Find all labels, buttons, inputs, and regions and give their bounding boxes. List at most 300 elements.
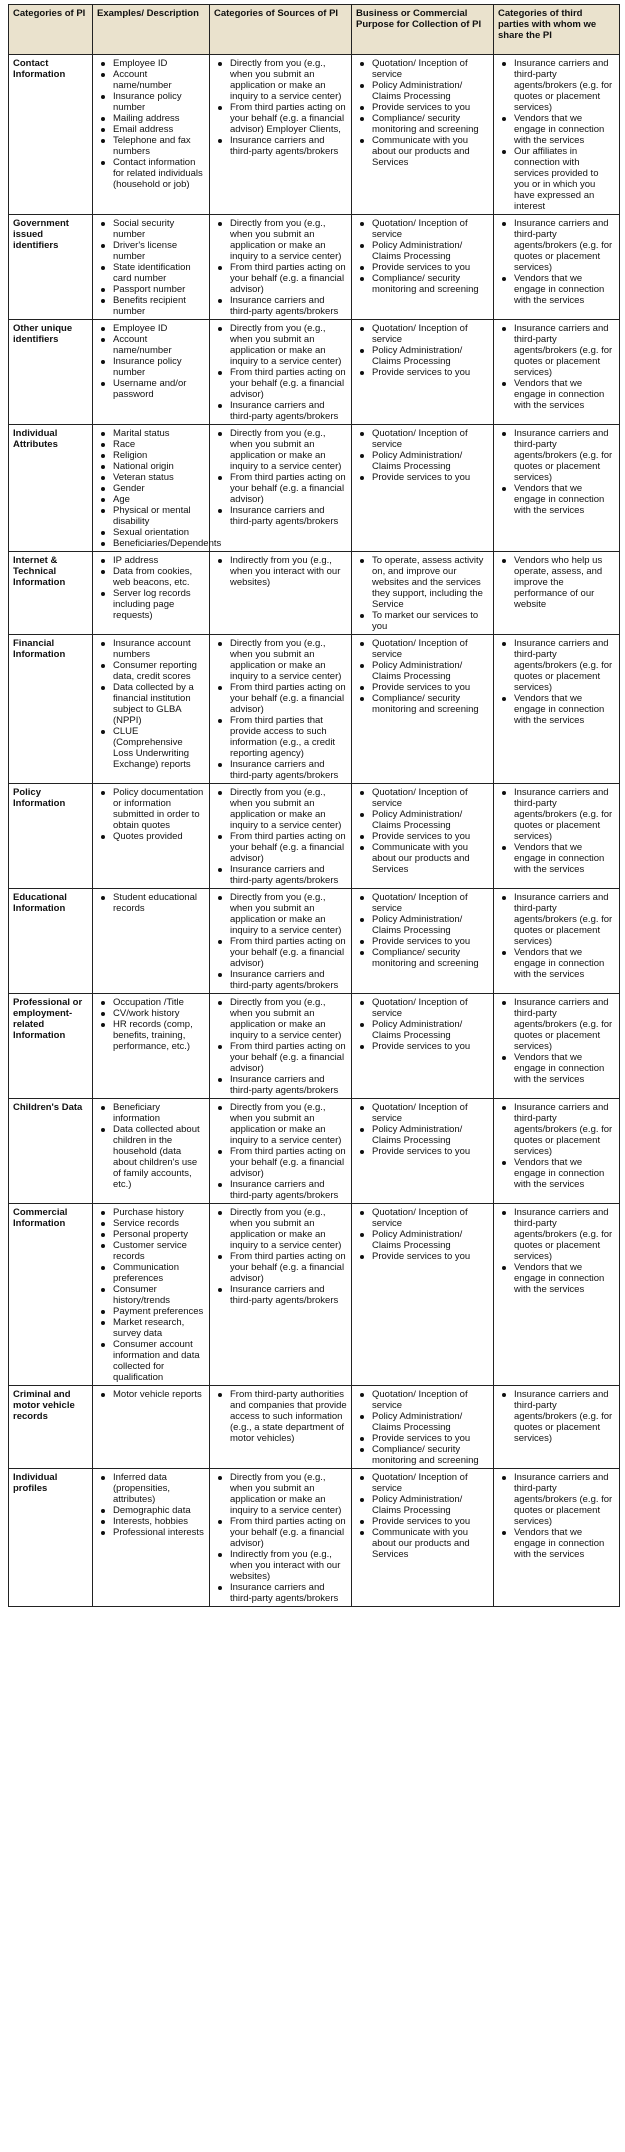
source-item: From third parties acting on your behalf (e.g. a financial advisor) bbox=[230, 262, 346, 295]
bullet-list bbox=[356, 1472, 489, 1560]
source-item: From third parties that provide access to such information (e.g., a credit reporting agency) bbox=[230, 715, 347, 759]
third-parties-cell bbox=[494, 425, 620, 552]
table-row bbox=[9, 635, 620, 784]
purpose-item: Communicate with you about our products and Services bbox=[372, 135, 489, 168]
purpose-item: Quotation/ Inception of service bbox=[372, 787, 489, 809]
example-item: Account name/number bbox=[113, 69, 205, 91]
source-item: Directly from you (e.g., when you submit an application or make an inquiry to a service center) bbox=[230, 58, 347, 102]
example-item: Market research, survey data bbox=[113, 1317, 205, 1339]
third-party-item: Insurance carriers and third-party agents/brokers (e.g. for quotes or placement services) bbox=[514, 1102, 615, 1157]
purpose-item: Communicate with you about our products and Services bbox=[372, 842, 489, 875]
example-item: Server log records including page requests) bbox=[113, 588, 205, 621]
sources-cell bbox=[210, 1099, 352, 1204]
example-item: Gender bbox=[113, 483, 205, 494]
example-item: Demographic data bbox=[113, 1505, 205, 1516]
source-item: Directly from you (e.g., when you submit an application or make an inquiry to a service center) bbox=[230, 1207, 347, 1251]
example-item: Payment preferences bbox=[113, 1306, 204, 1317]
bullet-list bbox=[356, 428, 489, 483]
example-item: Student educational records bbox=[113, 892, 205, 914]
purpose-item: Policy Administration/ Claims Processing bbox=[372, 1411, 489, 1433]
example-item: Veteran status bbox=[113, 472, 205, 483]
third-party-item: Insurance carriers and third-party agents/brokers (e.g. for quotes or placement services) bbox=[514, 1389, 615, 1444]
bullet-list bbox=[97, 58, 205, 190]
source-item: Directly from you (e.g., when you submit an application or make an inquiry to a service center) bbox=[230, 638, 347, 682]
purpose-item: Policy Administration/ Claims Processing bbox=[372, 1019, 489, 1041]
example-item: CV/work history bbox=[113, 1008, 205, 1019]
examples-cell bbox=[93, 635, 210, 784]
source-item: Directly from you (e.g., when you submit an application or make an inquiry to a service center) bbox=[230, 997, 347, 1041]
purpose-item: Provide services to you bbox=[372, 831, 489, 842]
third-party-item: Insurance carriers and third-party agents/brokers (e.g. for quotes or placement services) bbox=[514, 892, 615, 947]
third-party-item: Insurance carriers and third-party agents/brokers (e.g. for quotes or placement services) bbox=[514, 997, 615, 1052]
purposes-cell bbox=[352, 784, 494, 889]
purpose-item: Compliance/ security monitoring and screening bbox=[372, 1444, 489, 1466]
third-party-item: Insurance carriers and third-party agents/brokers (e.g. for quotes or placement services) bbox=[514, 323, 615, 378]
bullet-list bbox=[97, 555, 205, 621]
category-cell: Contact Information bbox=[9, 55, 93, 215]
purpose-item: Provide services to you bbox=[372, 936, 489, 947]
purpose-item: Compliance/ security monitoring and screening bbox=[372, 113, 489, 135]
bullet-list bbox=[356, 892, 489, 969]
source-item: Insurance carriers and third-party agents/brokers bbox=[230, 1582, 347, 1604]
purpose-item: Quotation/ Inception of service bbox=[372, 218, 489, 240]
bullet-list bbox=[214, 1389, 347, 1444]
example-item: HR records (comp, benefits, training, performance, etc.) bbox=[113, 1019, 205, 1052]
table-row bbox=[9, 55, 620, 215]
bullet-list bbox=[97, 638, 205, 770]
purposes-cell bbox=[352, 425, 494, 552]
purpose-item: Provide services to you bbox=[372, 1516, 489, 1527]
third-party-item: Vendors that we engage in connection with the services bbox=[514, 947, 615, 980]
purpose-item: Provide services to you bbox=[372, 102, 489, 113]
bullet-list bbox=[356, 638, 489, 715]
purpose-item: Provide services to you bbox=[372, 1146, 489, 1157]
pi-disclosure-table bbox=[8, 4, 620, 1607]
table-row bbox=[9, 889, 620, 994]
third-party-item: Insurance carriers and third-party agents/brokers (e.g. for quotes or placement services) bbox=[514, 428, 615, 483]
category-cell: Policy Information bbox=[9, 784, 93, 889]
table-header bbox=[9, 5, 620, 55]
third-party-item: Insurance carriers and third-party agents/brokers (e.g. for quotes or placement services) bbox=[514, 1207, 615, 1262]
bullet-list bbox=[356, 1207, 489, 1262]
examples-cell bbox=[93, 425, 222, 552]
example-item: Consumer history/trends bbox=[113, 1284, 205, 1306]
source-item: Indirectly from you (e.g., when you interact with our websites) bbox=[230, 1549, 347, 1582]
third-parties-cell bbox=[494, 1099, 620, 1204]
purpose-item: To operate, assess activity on, and improve our websites and the services they support, including the Service bbox=[372, 555, 489, 610]
purpose-item: Quotation/ Inception of service bbox=[372, 1102, 489, 1124]
source-item: Insurance carriers and third-party agents/brokers bbox=[230, 969, 347, 991]
sources-cell bbox=[210, 889, 352, 994]
bullet-list bbox=[214, 1472, 347, 1604]
bullet-list bbox=[97, 997, 205, 1052]
bullet-list bbox=[498, 892, 615, 980]
examples-cell bbox=[93, 1469, 210, 1607]
example-item: Social security number bbox=[113, 218, 205, 240]
third-party-item: Insurance carriers and third-party agents/brokers (e.g. for quotes or placement services) bbox=[514, 218, 615, 273]
bullet-list bbox=[214, 638, 347, 781]
third-party-item: Vendors that we engage in connection with the services bbox=[514, 1157, 615, 1190]
source-item: From third parties acting on your behalf (e.g. a financial advisor) bbox=[230, 472, 346, 505]
source-item: Insurance carriers and third-party agents/brokers bbox=[230, 135, 347, 157]
third-parties-cell bbox=[494, 1204, 620, 1386]
bullet-list bbox=[498, 1207, 615, 1295]
table-row bbox=[9, 215, 620, 320]
purpose-item: Quotation/ Inception of service bbox=[372, 1472, 489, 1494]
source-item: From third parties acting on your behalf (e.g. a financial advisor) bbox=[230, 1041, 346, 1074]
example-item: Employee ID bbox=[113, 323, 205, 334]
bullet-list bbox=[97, 1207, 205, 1383]
purposes-cell bbox=[352, 1204, 494, 1386]
bullet-list bbox=[498, 218, 615, 306]
example-item: Purchase history bbox=[113, 1207, 205, 1218]
table-row bbox=[9, 1204, 620, 1386]
purpose-item: Policy Administration/ Claims Processing bbox=[372, 240, 489, 262]
bullet-list bbox=[214, 1102, 347, 1201]
example-item: Driver's license number bbox=[113, 240, 205, 262]
header-purpose: Business or Commercial Purpose for Collection of PI bbox=[352, 5, 494, 55]
source-item: From third parties acting on your behalf (e.g. a financial advisor) bbox=[230, 936, 346, 969]
bullet-list bbox=[498, 997, 615, 1085]
source-item: Insurance carriers and third-party agents/brokers bbox=[230, 1074, 347, 1096]
purposes-cell bbox=[352, 55, 494, 215]
purposes-cell bbox=[352, 1469, 494, 1607]
source-item: Directly from you (e.g., when you submit an application or make an inquiry to a service center) bbox=[230, 1472, 347, 1516]
bullet-list bbox=[356, 1102, 489, 1157]
purpose-item: Communicate with you about our products and Services bbox=[372, 1527, 489, 1560]
header-examples: Examples/ Description bbox=[93, 5, 210, 55]
bullet-list bbox=[498, 787, 615, 875]
purpose-item: Policy Administration/ Claims Processing bbox=[372, 1494, 489, 1516]
purpose-item: Quotation/ Inception of service bbox=[372, 58, 489, 80]
purpose-item: Quotation/ Inception of service bbox=[372, 428, 489, 450]
example-item: Consumer account information and data collected for qualification bbox=[113, 1339, 205, 1383]
table-body bbox=[9, 55, 620, 1607]
purpose-item: Policy Administration/ Claims Processing bbox=[372, 345, 489, 367]
header-row bbox=[9, 5, 620, 55]
source-item: From third parties acting on your behalf (e.g. a financial advisor) bbox=[230, 831, 346, 864]
example-item: Email address bbox=[113, 124, 205, 135]
example-item: Professional interests bbox=[113, 1527, 204, 1538]
third-party-item: Vendors that we engage in connection with the services bbox=[514, 1527, 615, 1560]
third-parties-cell bbox=[494, 55, 620, 215]
sources-cell bbox=[210, 320, 352, 425]
purpose-item: Quotation/ Inception of service bbox=[372, 1207, 489, 1229]
source-item: Insurance carriers and third-party agents/brokers bbox=[230, 400, 347, 422]
purpose-item: Policy Administration/ Claims Processing bbox=[372, 914, 489, 936]
example-item: Telephone and fax numbers bbox=[113, 135, 205, 157]
category-cell: Government issued identifiers bbox=[9, 215, 93, 320]
category-cell: Professional or employment-related Information bbox=[9, 994, 93, 1099]
third-parties-cell bbox=[494, 552, 620, 635]
source-item: Insurance carriers and third-party agents/brokers bbox=[230, 1179, 347, 1201]
purposes-cell bbox=[352, 320, 494, 425]
third-party-item: Vendors that we engage in connection with the services bbox=[514, 842, 615, 875]
example-item: National origin bbox=[113, 461, 205, 472]
bullet-list bbox=[214, 58, 347, 157]
example-item: Religion bbox=[113, 450, 205, 461]
example-item: Communication preferences bbox=[113, 1262, 205, 1284]
example-item: Data collected by a financial institution subject to GLBA (NPPI) bbox=[113, 682, 205, 726]
source-item: From third parties acting on your behalf (e.g. a financial advisor) bbox=[230, 682, 346, 715]
third-party-item: Insurance carriers and third-party agents/brokers (e.g. for quotes or placement services) bbox=[514, 58, 615, 113]
purpose-item: Quotation/ Inception of service bbox=[372, 997, 489, 1019]
bullet-list bbox=[214, 555, 347, 588]
bullet-list bbox=[498, 428, 615, 516]
bullet-list bbox=[356, 1389, 489, 1466]
example-item: Data collected about children in the household (data about children's use of family accounts, etc.) bbox=[113, 1124, 205, 1190]
example-item: Motor vehicle reports bbox=[113, 1389, 205, 1400]
source-item: From third parties acting on your behalf (e.g. a financial advisor) Employer Clients, bbox=[230, 102, 346, 135]
example-item: Passport number bbox=[113, 284, 205, 295]
example-item: Personal property bbox=[113, 1229, 205, 1240]
sources-cell bbox=[210, 1469, 352, 1607]
bullet-list bbox=[356, 218, 489, 295]
source-item: Directly from you (e.g., when you submit an application or make an inquiry to a service center) bbox=[230, 892, 347, 936]
bullet-list bbox=[356, 323, 489, 378]
sources-cell bbox=[210, 994, 352, 1099]
purpose-item: Quotation/ Inception of service bbox=[372, 323, 489, 345]
example-item: Beneficiaries/Dependents bbox=[113, 538, 222, 549]
category-cell: Other unique identifiers bbox=[9, 320, 93, 425]
purposes-cell bbox=[352, 994, 494, 1099]
third-parties-cell bbox=[494, 1469, 620, 1607]
example-item: Consumer reporting data, credit scores bbox=[113, 660, 205, 682]
purposes-cell bbox=[352, 215, 494, 320]
source-item: From third parties acting on your behalf (e.g. a financial advisor) bbox=[230, 1251, 346, 1284]
example-item: Physical or mental disability bbox=[113, 505, 205, 527]
source-item: Directly from you (e.g., when you submit an application or make an inquiry to a service center) bbox=[230, 787, 347, 831]
purpose-item: To market our services to you bbox=[372, 610, 489, 632]
purpose-item: Provide services to you bbox=[372, 472, 489, 483]
category-cell: Educational Information bbox=[9, 889, 93, 994]
table-row bbox=[9, 1099, 620, 1204]
bullet-list bbox=[97, 218, 205, 317]
purpose-item: Provide services to you bbox=[372, 1041, 489, 1052]
table-row bbox=[9, 784, 620, 889]
purpose-item: Policy Administration/ Claims Processing bbox=[372, 80, 489, 102]
header-third-parties: Categories of third parties with whom we share the PI bbox=[494, 5, 620, 55]
sources-cell bbox=[210, 425, 352, 552]
third-party-item: Insurance carriers and third-party agents/brokers (e.g. for quotes or placement services) bbox=[514, 1472, 615, 1527]
example-item: CLUE (Comprehensive Loss Underwriting Exchange) reports bbox=[113, 726, 205, 770]
source-item: From third-party authorities and companies that provide access to such information (e.g., a state department of motor vehicles) bbox=[230, 1389, 347, 1444]
category-cell: Children's Data bbox=[9, 1099, 93, 1204]
bullet-list bbox=[498, 1389, 615, 1444]
examples-cell bbox=[93, 320, 210, 425]
third-party-item: Vendors that we engage in connection with the services bbox=[514, 273, 615, 306]
purposes-cell bbox=[352, 635, 494, 784]
purpose-item: Policy Administration/ Claims Processing bbox=[372, 1124, 489, 1146]
sources-cell bbox=[210, 1204, 352, 1386]
example-item: Data from cookies, web beacons, etc. bbox=[113, 566, 205, 588]
table-row bbox=[9, 552, 620, 635]
purpose-item: Quotation/ Inception of service bbox=[372, 1389, 489, 1411]
example-item: Mailing address bbox=[113, 113, 205, 124]
source-item: From third parties acting on your behalf (e.g. a financial advisor) bbox=[230, 1146, 346, 1179]
third-party-item: Vendors that we engage in connection with the services bbox=[514, 693, 615, 726]
purpose-item: Provide services to you bbox=[372, 1433, 489, 1444]
purpose-item: Provide services to you bbox=[372, 262, 489, 273]
bullet-list bbox=[97, 1102, 205, 1190]
bullet-list bbox=[356, 555, 489, 632]
purpose-item: Provide services to you bbox=[372, 682, 489, 693]
sources-cell bbox=[210, 55, 352, 215]
third-party-item: Vendors who help us operate, assess, and improve the performance of our website bbox=[514, 555, 615, 610]
third-party-item: Vendors that we engage in connection with the services bbox=[514, 1052, 615, 1085]
sources-cell bbox=[210, 784, 352, 889]
example-item: Insurance policy number bbox=[113, 91, 205, 113]
bullet-list bbox=[97, 323, 205, 400]
table-row bbox=[9, 1469, 620, 1607]
third-party-item: Vendors that we engage in connection with the services bbox=[514, 483, 615, 516]
third-party-item: Insurance carriers and third-party agents/brokers (e.g. for quotes or placement services) bbox=[514, 638, 615, 693]
source-item: Insurance carriers and third-party agents/brokers bbox=[230, 864, 347, 886]
third-parties-cell bbox=[494, 889, 620, 994]
example-item: IP address bbox=[113, 555, 205, 566]
bullet-list bbox=[97, 428, 222, 549]
example-item: Account name/number bbox=[113, 334, 205, 356]
example-item: Beneficiary information bbox=[113, 1102, 205, 1124]
purposes-cell bbox=[352, 1099, 494, 1204]
purpose-item: Policy Administration/ Claims Processing bbox=[372, 450, 489, 472]
example-item: Occupation /Title bbox=[113, 997, 205, 1008]
bullet-list bbox=[214, 218, 347, 317]
sources-cell bbox=[210, 215, 352, 320]
examples-cell bbox=[93, 1386, 210, 1469]
bullet-list bbox=[498, 58, 615, 212]
bullet-list bbox=[97, 1389, 205, 1400]
bullet-list bbox=[214, 892, 347, 991]
examples-cell bbox=[93, 215, 210, 320]
table-row bbox=[9, 425, 620, 552]
purposes-cell bbox=[352, 889, 494, 994]
sources-cell bbox=[210, 1386, 352, 1469]
example-item: Race bbox=[113, 439, 205, 450]
bullet-list bbox=[498, 323, 615, 411]
examples-cell bbox=[93, 784, 210, 889]
purpose-item: Compliance/ security monitoring and screening bbox=[372, 273, 489, 295]
purposes-cell bbox=[352, 1386, 494, 1469]
bullet-list bbox=[97, 892, 205, 914]
example-item: Policy documentation or information submitted in order to obtain quotes bbox=[113, 787, 204, 831]
bullet-list bbox=[214, 1207, 347, 1306]
source-item: Directly from you (e.g., when you submit an application or make an inquiry to a service center) bbox=[230, 428, 347, 472]
example-item: Interests, hobbies bbox=[113, 1516, 205, 1527]
example-item: Sexual orientation bbox=[113, 527, 205, 538]
bullet-list bbox=[498, 638, 615, 726]
bullet-list bbox=[214, 787, 347, 886]
bullet-list bbox=[498, 1472, 615, 1560]
example-item: Service records bbox=[113, 1218, 205, 1229]
header-categories-of-pi: Categories of PI bbox=[9, 5, 93, 55]
example-item: Age bbox=[113, 494, 205, 505]
bullet-list bbox=[214, 428, 347, 527]
table-row bbox=[9, 320, 620, 425]
purpose-item: Policy Administration/ Claims Processing bbox=[372, 809, 489, 831]
third-party-item: Vendors that we engage in connection with the services bbox=[514, 113, 615, 146]
example-item: Insurance policy number bbox=[113, 356, 205, 378]
example-item: State identification card number bbox=[113, 262, 205, 284]
third-parties-cell bbox=[494, 635, 620, 784]
source-item: From third parties acting on your behalf (e.g. a financial advisor) bbox=[230, 1516, 346, 1549]
examples-cell bbox=[93, 994, 210, 1099]
example-item: Marital status bbox=[113, 428, 205, 439]
source-item: Directly from you (e.g., when you submit an application or make an inquiry to a service center) bbox=[230, 1102, 347, 1146]
source-item: Directly from you (e.g., when you submit an application or make an inquiry to a service center) bbox=[230, 323, 347, 367]
purpose-item: Compliance/ security monitoring and screening bbox=[372, 947, 489, 969]
category-cell: Individual profiles bbox=[9, 1469, 93, 1607]
example-item: Insurance account numbers bbox=[113, 638, 205, 660]
example-item: Username and/or password bbox=[113, 378, 205, 400]
purpose-item: Quotation/ Inception of service bbox=[372, 638, 489, 660]
table-row bbox=[9, 1386, 620, 1469]
category-cell: Criminal and motor vehicle records bbox=[9, 1386, 93, 1469]
purpose-item: Policy Administration/ Claims Processing bbox=[372, 660, 489, 682]
third-parties-cell bbox=[494, 994, 620, 1099]
category-cell: Individual Attributes bbox=[9, 425, 93, 552]
bullet-list bbox=[214, 323, 347, 422]
source-item: Insurance carriers and third-party agents/brokers bbox=[230, 759, 347, 781]
bullet-list bbox=[498, 555, 615, 610]
examples-cell bbox=[93, 1204, 210, 1386]
category-cell: Internet & Technical Information bbox=[9, 552, 93, 635]
purpose-item: Quotation/ Inception of service bbox=[372, 892, 489, 914]
examples-cell bbox=[93, 55, 210, 215]
category-cell: Financial Information bbox=[9, 635, 93, 784]
bullet-list bbox=[214, 997, 347, 1096]
third-parties-cell bbox=[494, 215, 620, 320]
bullet-list bbox=[356, 997, 489, 1052]
source-item: Insurance carriers and third-party agents/brokers bbox=[230, 295, 347, 317]
examples-cell bbox=[93, 889, 210, 994]
third-parties-cell bbox=[494, 784, 620, 889]
purpose-item: Compliance/ security monitoring and screening bbox=[372, 693, 489, 715]
examples-cell bbox=[93, 552, 210, 635]
examples-cell bbox=[93, 1099, 210, 1204]
purpose-item: Provide services to you bbox=[372, 1251, 489, 1262]
third-party-item: Our affiliates in connection with services provided to you or in which you have expressed an interest bbox=[514, 146, 615, 212]
third-party-item: Vendors that we engage in connection with the services bbox=[514, 378, 615, 411]
table-row bbox=[9, 994, 620, 1099]
example-item: Quotes provided bbox=[113, 831, 205, 842]
source-item: Indirectly from you (e.g., when you interact with our websites) bbox=[230, 555, 347, 588]
source-item: From third parties acting on your behalf (e.g. a financial advisor) bbox=[230, 367, 346, 400]
example-item: Inferred data (propensities, attributes) bbox=[113, 1472, 205, 1505]
example-item: Benefits recipient number bbox=[113, 295, 205, 317]
third-parties-cell bbox=[494, 1386, 620, 1469]
sources-cell bbox=[210, 552, 352, 635]
bullet-list bbox=[356, 787, 489, 875]
sources-cell bbox=[210, 635, 352, 784]
bullet-list bbox=[97, 787, 205, 842]
example-item: Employee ID bbox=[113, 58, 205, 69]
source-item: Directly from you (e.g., when you submit an application or make an inquiry to a service center) bbox=[230, 218, 347, 262]
third-party-item: Insurance carriers and third-party agents/brokers (e.g. for quotes or placement services) bbox=[514, 787, 615, 842]
third-party-item: Vendors that we engage in connection with the services bbox=[514, 1262, 615, 1295]
example-item: Customer service records bbox=[113, 1240, 205, 1262]
category-cell: Commercial Information bbox=[9, 1204, 93, 1386]
bullet-list bbox=[97, 1472, 205, 1538]
source-item: Insurance carriers and third-party agents/brokers bbox=[230, 505, 347, 527]
example-item: Contact information for related individuals (household or job) bbox=[113, 157, 205, 190]
purpose-item: Provide services to you bbox=[372, 367, 489, 378]
header-sources: Categories of Sources of PI bbox=[210, 5, 352, 55]
purposes-cell bbox=[352, 552, 494, 635]
bullet-list bbox=[356, 58, 489, 168]
purpose-item: Policy Administration/ Claims Processing bbox=[372, 1229, 489, 1251]
bullet-list bbox=[498, 1102, 615, 1190]
